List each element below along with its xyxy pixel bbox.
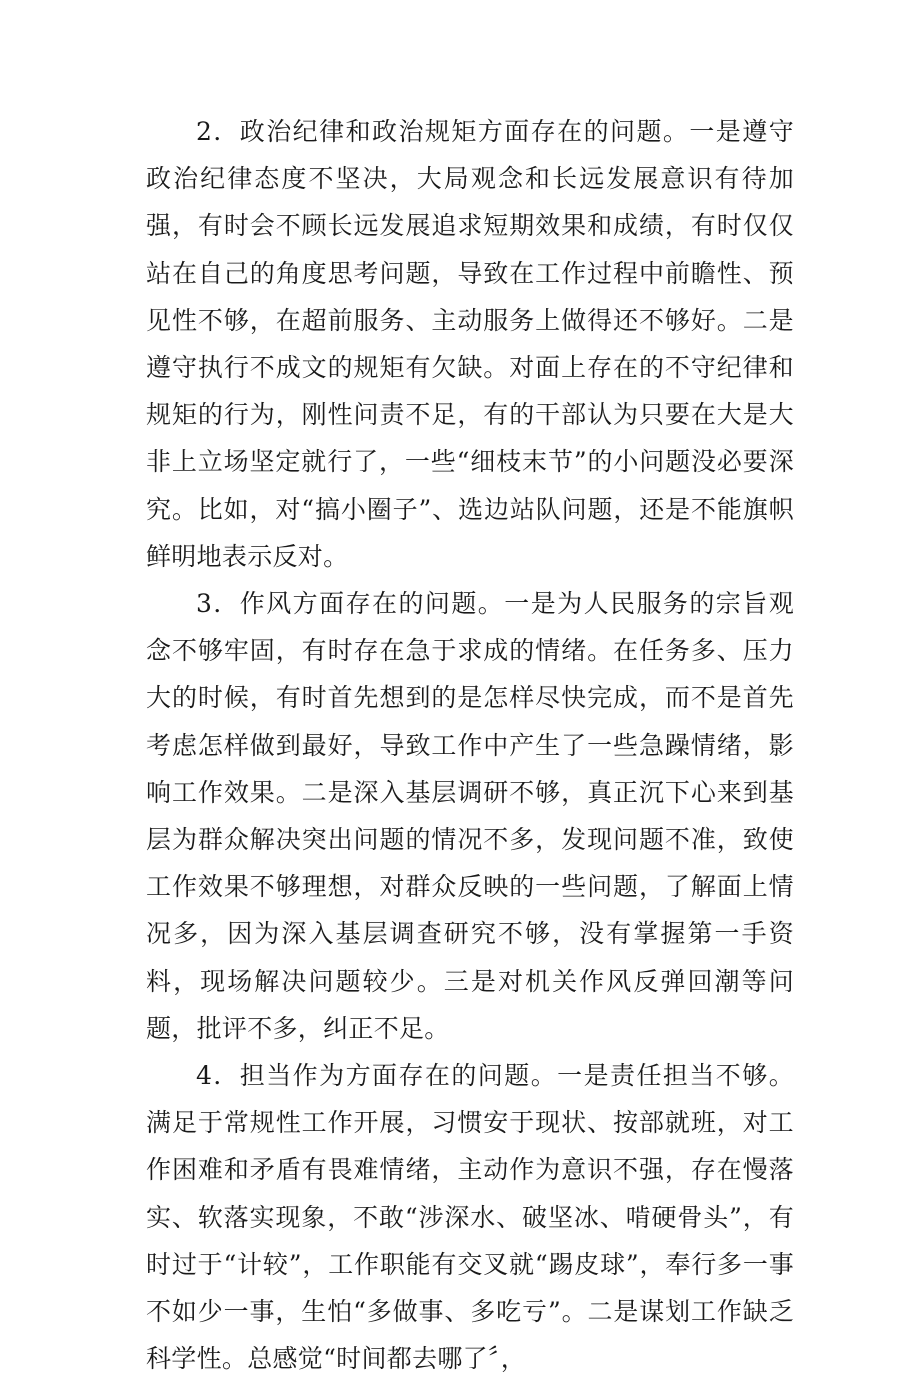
paragraph-responsibility: 4．担当作为方面存在的问题。一是责任担当不够。满足于常规性工作开展，习惯安于现状、按部就班，对工作困难和矛盾有畏难情绪，主动作为意识不强，存在慢落实、软落实现象，不敢“涉深水、破坚冰、啃硬骨头”，有时过于“计较”，工作职能有交叉就“踢皮球”，奉行多一事不如少一事，生怕“多做事、多吃亏”。二是谋划工作缺乏科学性。总感觉“时间都去哪了〞， xyxy=(146,1061,794,1374)
document-body xyxy=(146,108,794,1382)
paragraph-political-discipline: 2．政治纪律和政治规矩方面存在的问题。一是遵守政治纪律态度不坚决，大局观念和长远发展意识有待加强，有时会不顾长远发展追求短期效果和成绩，有时仅仅站在自己的角度思考问题，导致在工作过程中前瞻性、预见性不够，在超前服务、主动服务上做得还不够好。二是遵守执行不成文的规矩有欠缺。对面上存在的不守纪律和规矩的行为，刚性问责不足，有的干部认为只要在大是大非上立场坚定就行了，一些“细枝末节”的小问题没必要深究。比如，对“搞小圈子”、选边站队问题，还是不能旗帜鲜明地表示反对。 xyxy=(146,117,794,571)
paragraph-work-style: 3．作风方面存在的问题。一是为人民服务的宗旨观念不够牢固，有时存在急于求成的情绪。在任务多、压力大的时候，有时首先想到的是怎样尽快完成，而不是首先考虑怎样做到最好，导致工作中产生了一些急躁情绪，影响工作效果。二是深入基层调研不够，真正沉下心来到基层为群众解决突出问题的情况不多，发现问题不准，致使工作效果不够理想，对群众反映的一些问题，了解面上情况多，因为深入基层调查研究不够，没有掌握第一手资料，现场解决问题较少。三是对机关作风反弹回潮等问题，批评不多，纠正不足。 xyxy=(146,589,794,1043)
